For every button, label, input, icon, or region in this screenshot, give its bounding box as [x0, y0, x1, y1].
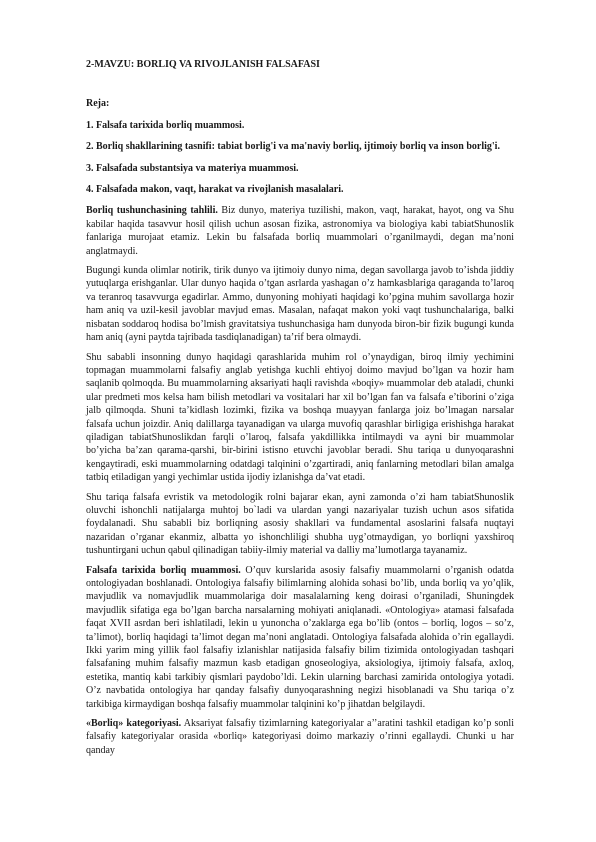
plan-heading: Reja: [86, 98, 110, 110]
plan-item-1: 1. Falsafa tarixida borliq muammosi. [86, 119, 245, 131]
paragraph-text: Aksariyat falsafiy tizimlarning kategoriyalar a’’aratini tashkil etadigan ko’p sonli falsafiy kategoriyalar orasida «borliq» kategoriyasi doimo markaziy o’rinni egallaydi. Chunki u har qanday [86, 718, 514, 756]
paragraph-falsafa-tarixida [86, 564, 514, 711]
paragraph-text: Shu sababli insonning dunyo haqidagi qarashlarida muhim rol o’ynaydigan, biroq ilmiy yechimini topmagan muammolarni falsafiy anglab yetishga kuchli ehtiyoj doimo mavjud bo’lgan va hozir ham saqlanib qolmoqda. Bu muammolarning aksariyati haqli ravishda «boqiy» muammolar deb ataladi, chunki ular predmeti mos kelsa ham bilish metodlari va vositalari har xil bo’lgan fan va falsafa e’tiborini o’ziga jalb qilmoqda. Shuni ta’kidlash lozimki, fizika va boshqa muayyan fanlarga joiz bo’lmagan narsalar falsafa uchun joizdir. Aniq dalillarga tayanadigan va ularga muvofiq qarashlar birligiga erishishga harakat qiladigan tabiatShunoslikdan farqli o’laroq, falsafa yakdillikka intilmaydi va ayni bir muammolar bo’yicha ba’zan qarama-qarshi, bir-birini istisno etuvchi javoblar beradi. Shu tariqa u dunyoqarashni kengaytiradi, eski muammolarning odatdagi talqinini o’zgartiradi, aniq fanlarning metodlari bilan amalga tatbiq etiladigan yangi yechimlar ustida ijodiy izlanishga da’vat etadi. [86, 351, 514, 484]
plan-item-2: 2. Borliq shakllarining tasnifi: tabiat borlig'i va ma'naviy borliq, ijtimoiy borliq va inson borlig'i. [86, 141, 500, 153]
plan-item-3: 3. Falsafada substantsiya va materiya muammosi. [86, 162, 299, 174]
paragraph-text: Bugungi kunda olimlar notirik, tirik dunyo va ijtimoiy dunyo nima, degan savollarga javob to’ishda jiddiy yutuqlarga erishganlar. Ular dunyo haqida o’tgan asrlarda yashagan o’z hamkasblariga qaraganda to’laroq va teranroq tasavvurga egadirlar. Ammo, dunyoning mohiyati haqidagi ko’pgina muhim savollarga hozir ham aniq va uzil-kesil javoblar mavjud emas. Masalan, nafaqat makon yoki vaqt tushunchalariga, balki nisbatan soddaroq hodisa bo’lmish gravitatsiya tushunchasiga ham dunyoda biron-bir fizik bugungi kunda ham aniq (ayni paytda tajribada tasdiqlanadigan) ta’rif bera olmaydi. [86, 265, 514, 344]
paragraph-lead: «Borliq» kategoriyasi. [86, 718, 182, 730]
page-title: 2-MAVZU: BORLIQ VA RIVOJLANISH FALSAFASI [86, 59, 320, 70]
paragraph-shu-tariqa [86, 491, 514, 558]
plan-item-4: 4. Falsafada makon, vaqt, harakat va rivojlanish masalalari. [86, 184, 344, 196]
paragraph-lead: Borliq tushunchasining tahlili. [86, 205, 218, 217]
paragraph-text: Biz dunyo, materiya tuzilishi, makon, vaqt, harakat, hayot, ong va Shu kabilar haqida tasavvur hosil qilish uchun asosan fizika, astronomiya va biologiya kabi tabiatShunoslik fanlariga murojaat etamiz. Lekin bu falsafada borliq muammolari o’rganilmaydi, degan ma’noni anglatmaydi. [86, 205, 514, 257]
paragraph-text: Shu tariqa falsafa evristik va metodologik rolni bajarar ekan, ayni zamonda o’zi ham tabiatShunoslik oluvchi ishonchli natijalarga muhtoj bo`ladi va ulardan yangi nazariyalar tuzish uchun asos sifatida foydalanadi. Shu sababli biz borliqning asosiy shakllari va fundamental asoslarini falsafa nuqtayi nazaridan o’rganar ekanmiz, albatta yo ishonchliligi shubha uyg’otmaydigan, yo borliqni yaxshiroq tushuntirgani uchun qabul qilinadigan tabiiy-ilmiy material va dalliy ma’lumotlarga tayanamiz. [86, 491, 514, 557]
document-body [86, 58, 514, 763]
paragraph-lead: Falsafa tarixida borliq muammosi. [86, 564, 241, 576]
paragraph-borliq-tahlili [86, 204, 514, 258]
paragraph-borliq-kategoriyasi [86, 717, 514, 757]
paragraph-bugungi-kunda [86, 264, 514, 344]
paragraph-shu-sababli [86, 351, 514, 485]
paragraph-text: O’quv kurslarida asosiy falsafiy muammolarni o’rganish odatda ontologiyadan boshlanadi. Ontologiya falsafiy bilimlarning alohida sohasi bo’lib, unda borliq va yo’qlik, mavjudlik va nomavjudlik muammolariga doir masalalarning keng doirasi o’rganiladi, Shuningdek mavjudlik sifatiga ega bo’lgan barcha narsalarning mohiyati aniqlanadi. «Ontologiya» atamasi falsafada faqat XVII asrdan beri ishlatiladi, lekin u yunoncha o’zaklarga ega bo’lib (ontos – borliq, logos – so’z, ta’limot), borliq haqidagi ta’limot degan ma’noni anglatadi. Ontologiya falsafada alohida o’rin egallaydi. Ikki yarim ming yillik faol falsafiy izlanishlar natijasida falsafiy bilim tizimida ontologiyadan tashqari falsafaning muhim falsafiy mazmun kasb etadigan gnoseologiya, aksiologiya, ijtimoiy falsafa, axloq, estetika, mantiq kabi tarkibiy qismlari paydobo’ldi. Lekin ularning barchasi zamirida ontologiya yotadi. O’z navbatida ontologiya har qanday falsafiy dunyoqarashning negizi hisoblanadi va Shu tariqa o’z tarkibiga kirmaydigan boshqa falsafiy muammolar talqinini ko’p jihatdan belgilaydi. [86, 564, 514, 710]
